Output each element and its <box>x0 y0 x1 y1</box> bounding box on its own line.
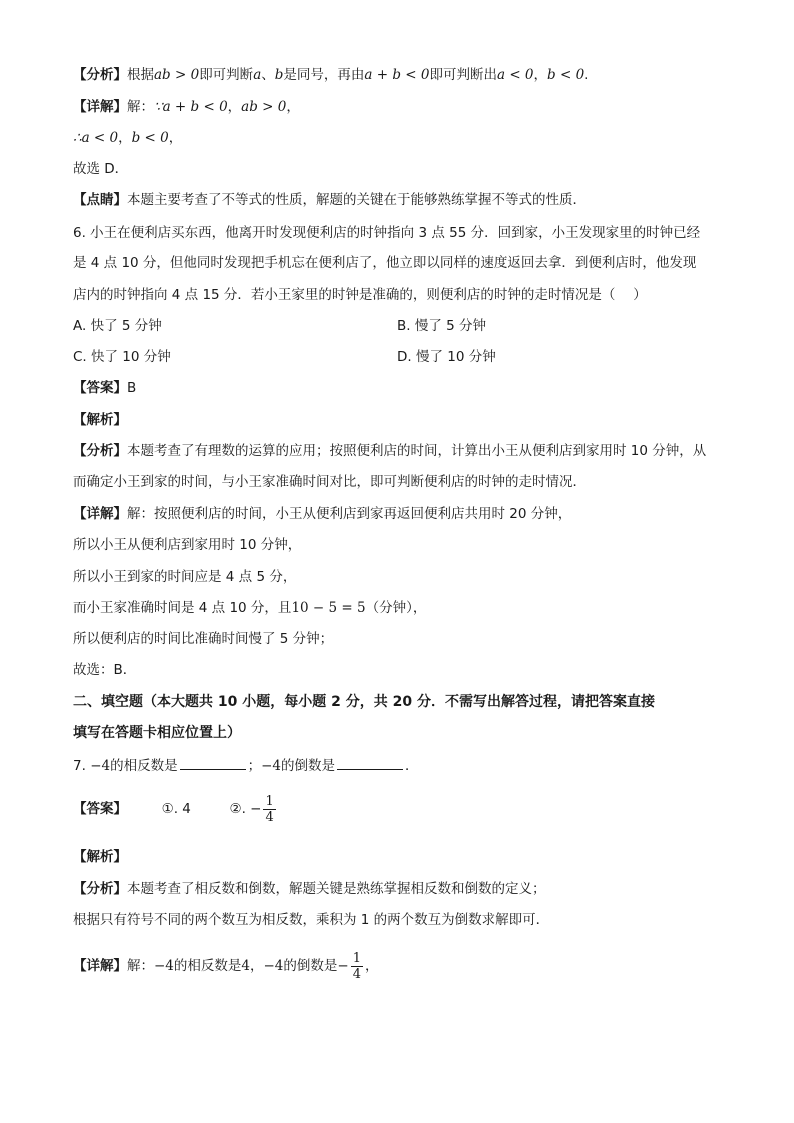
analysis-tag: 【分析】 <box>73 443 127 459</box>
math-expression: 10 − 5 = 5 <box>291 600 366 616</box>
answer-marker-1: ① <box>161 801 174 817</box>
analysis-line-2: 根据只有符号不同的两个数互为相反数，乘积为 1 的两个数互为倒数求解即可． <box>73 912 550 928</box>
analysis-line: 【分析】根据ab > 0即可判断a、b是同号，再由a + b < 0即可判断出a < 0，b < 0. <box>73 67 589 83</box>
answer-value-1: . 4 <box>173 801 191 817</box>
section-2-heading-line-2: 填写在答题卡相应位置上） <box>73 725 241 741</box>
answer-marker-2: ② <box>229 801 242 817</box>
analysis-tag: 【分析】 <box>73 881 127 897</box>
comment-line: 【点睛】本题主要考查了不等式的性质，解题的关键在于能够熟练掌握不等式的性质． <box>73 192 586 208</box>
detail-line-3: 所以小王到家的时间应是 4 点 5 分， <box>73 569 297 585</box>
answer-tag: 【答案】 <box>73 801 127 817</box>
detail-tag: 【详解】 <box>73 506 127 522</box>
option-d: D. 慢了 10 分钟 <box>397 349 496 365</box>
analysis-header: 【解析】 <box>73 412 127 428</box>
math-expression: ab > 0 <box>154 67 200 83</box>
analysis-line-1: 【分析】本题考查了相反数和倒数，解题关键是熟练掌握相反数和倒数的定义； <box>73 881 546 897</box>
comment-tag: 【点睛】 <box>73 192 127 208</box>
answer-blank-1 <box>180 755 246 770</box>
section-2-heading-line-1: 二、填空题（本大题共 10 小题，每小题 2 分，共 20 分．不需写出解答过程，请把答案直接 <box>73 694 655 710</box>
choose-line: 故选：B． <box>73 662 137 678</box>
answer-blank-2 <box>337 755 403 770</box>
option-b: B. 慢了 5 分钟 <box>397 318 487 334</box>
fraction: $\frac{1}{4}$ <box>352 950 361 982</box>
detail-line: 【详解】解：−4的相反数是4，−4的倒数是− $\frac{1}{4}$ ， <box>73 950 379 982</box>
question-6-line-1: 6. 小王在便利店买东西，他离开时发现便利店的时钟指向 3 点 55 分．回到家，小王发现家里的时钟已经 <box>73 225 701 241</box>
detail-line: 【详解】解：∵a + b < 0，ab > 0， <box>73 99 300 115</box>
analysis-line-1: 【分析】本题考查了有理数的运算的应用；按照便利店的时间，计算出小王从便利店到家用时 10 分钟，从 <box>73 443 707 459</box>
option-a: A. 快了 5 分钟 <box>73 318 162 334</box>
analysis-line-2: 而确定小王到家的时间，与小王家准确时间对比，即可判断便利店的时钟的走时情况． <box>73 474 586 490</box>
option-c: C. 快了 10 分钟 <box>73 349 171 365</box>
question-6-line-3: 店内的时钟指向 4 点 15 分．若小王家里的时钟是准确的，则便利店的时钟的走时情况是（ ） <box>73 287 647 303</box>
answer-value: B <box>127 380 137 396</box>
analysis-header: 【解析】 <box>73 849 127 865</box>
question-7: 7. −4的相反数是 ；−4的倒数是 ． <box>73 755 419 776</box>
detail-line-4: 而小王家准确时间是 4 点 10 分，且10 − 5 = 5（分钟）， <box>73 600 427 616</box>
detail-tag: 【详解】 <box>73 99 127 115</box>
therefore-line: ∴a < 0，b < 0， <box>73 130 183 146</box>
choose-line: 故选 D． <box>73 161 129 177</box>
detail-line-2: 所以小王从便利店到家用时 10 分钟， <box>73 537 302 553</box>
detail-line-5: 所以便利店的时间比准确时间慢了 5 分钟； <box>73 631 334 647</box>
question-6-line-2: 是 4 点 10 分，但他同时发现把手机忘在便利店了，他立即以同样的速度返回去拿．到便利店时，他发现 <box>73 255 697 271</box>
answer-line <box>73 378 136 398</box>
answer-tag: 【答案】 <box>73 380 127 396</box>
detail-tag: 【详解】 <box>73 958 127 974</box>
answer-line: 【答案】 ①. 4 ②. − $\frac{1}{4}$ <box>73 793 274 825</box>
detail-line-1: 【详解】解：按照便利店的时间，小王从便利店到家再返回便利店共用时 20 分钟， <box>73 506 572 522</box>
fraction: $\frac{1}{4}$ <box>265 793 274 825</box>
analysis-tag: 【分析】 <box>73 67 127 83</box>
